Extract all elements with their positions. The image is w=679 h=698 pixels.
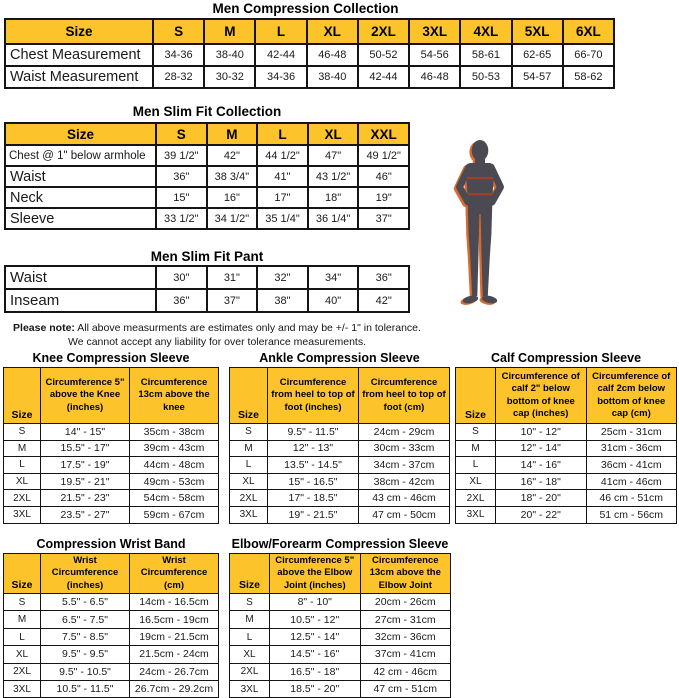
men-slim-fit-table — [4, 122, 410, 230]
header-row — [5, 19, 614, 44]
size-column-header: Size — [230, 368, 268, 424]
cm-cell: 19cm - 21.5cm — [130, 628, 219, 645]
cm-column-header: Circumference of calf 2cm below bottom of knee cap (cm) — [586, 368, 677, 424]
size-column-header: Size — [5, 19, 153, 44]
size-column-header: Size — [5, 123, 156, 145]
table-row — [4, 680, 219, 697]
header-row — [456, 368, 677, 424]
cm-cell: 42 cm - 46cm — [360, 663, 451, 680]
cm-cell: 20cm - 26cm — [360, 594, 451, 611]
table-row — [230, 628, 451, 645]
inches-cell: 17" - 18.5" — [268, 490, 359, 507]
measurement-cell: 62-65 — [512, 44, 563, 66]
size-column-header: Size — [230, 554, 270, 594]
cm-cell: 41cm - 46cm — [586, 473, 677, 490]
inches-cell: 16" - 18" — [496, 473, 587, 490]
measurement-cell: 46-48 — [409, 66, 460, 88]
size-6xl-header: 6XL — [563, 19, 614, 44]
size-cell: M — [230, 440, 268, 457]
inches-cell: 14.5" - 16" — [270, 646, 361, 663]
measurement-cell: 34" — [308, 266, 359, 289]
header-row — [230, 368, 450, 424]
measurement-cell: 50-52 — [358, 44, 409, 66]
inches-cell: 14" - 16" — [496, 457, 587, 474]
knee-sleeve-title: Knee Compression Sleeve — [32, 351, 190, 365]
header-row — [4, 368, 219, 424]
measurement-cell: 46-48 — [307, 44, 358, 66]
sleeve-row — [5, 208, 409, 229]
waist-row — [5, 266, 409, 289]
table-row — [4, 646, 219, 663]
measurement-cell: 31" — [207, 266, 258, 289]
measurement-cell: 34 1/2" — [207, 208, 258, 229]
measurement-cell: 38" — [257, 289, 308, 312]
inches-cell: 19.5" - 21" — [41, 473, 130, 490]
size-cell: 3XL — [4, 506, 41, 523]
measurement-cell: 28-32 — [153, 66, 204, 88]
size-cell: S — [4, 594, 41, 611]
size-cell: M — [456, 440, 496, 457]
cm-cell: 39cm - 43cm — [130, 440, 219, 457]
size-cell: L — [456, 457, 496, 474]
cm-cell: 49cm - 53cm — [130, 473, 219, 490]
table-row — [456, 457, 677, 474]
measurement-cell: 36" — [156, 166, 207, 187]
size-column-header: Size — [4, 554, 41, 594]
cm-cell: 47 cm - 50cm — [359, 506, 450, 523]
row-label: Sleeve — [5, 208, 156, 229]
size-cell: L — [4, 457, 41, 474]
measurement-cell: 36" — [358, 266, 409, 289]
table-row — [230, 457, 450, 474]
table-row — [4, 440, 219, 457]
size-m-header: M — [204, 19, 255, 44]
size-cell: S — [230, 424, 268, 441]
ankle-sleeve-title: Ankle Compression Sleeve — [259, 351, 420, 365]
table-row — [230, 663, 451, 680]
row-label: Waist — [5, 266, 156, 289]
table-row — [4, 490, 219, 507]
inches-cell: 9.5" - 11.5" — [268, 424, 359, 441]
size-cell: 2XL — [230, 490, 268, 507]
size-xxl-header: XXL — [358, 123, 409, 145]
row-label: Waist Measurement — [5, 66, 153, 88]
calf-sleeve-title: Calf Compression Sleeve — [490, 351, 642, 365]
size-cell: XL — [456, 473, 496, 490]
measurement-cell: 66-70 — [563, 44, 614, 66]
header-row — [230, 554, 451, 594]
cm-cell: 25cm - 31cm — [586, 424, 677, 441]
size-cell: 2XL — [4, 490, 41, 507]
table-row — [230, 440, 450, 457]
cm-cell: 24cm - 29cm — [359, 424, 450, 441]
inches-cell: 12.5" - 14" — [270, 628, 361, 645]
size-l-header: L — [255, 19, 306, 44]
measurement-cell: 42" — [207, 145, 258, 166]
neck-row — [5, 187, 409, 208]
men-slim-fit-pant-title: Men Slim Fit Pant — [150, 249, 264, 264]
table-row — [456, 473, 677, 490]
inches-cell: 10.5" - 11.5" — [41, 680, 130, 697]
cm-cell: 21.5cm - 24cm — [130, 646, 219, 663]
table-row — [4, 424, 219, 441]
measurement-cell: 50-53 — [460, 66, 511, 88]
inches-cell: 21.5" - 23" — [41, 490, 130, 507]
size-cell: 3XL — [230, 680, 270, 697]
measurement-cell: 38-40 — [307, 66, 358, 88]
size-cell: L — [230, 457, 268, 474]
row-label: Chest @ 1" below armhole — [5, 145, 156, 166]
inches-cell: 8" - 10" — [270, 594, 361, 611]
cm-cell: 37cm - 41cm — [360, 646, 451, 663]
measurement-cell: 36 1/4" — [308, 208, 359, 229]
measurement-cell: 54-56 — [409, 44, 460, 66]
men-slim-fit-pant-table — [4, 265, 410, 313]
men-compression-table — [4, 18, 615, 89]
header-row — [4, 554, 219, 594]
measurement-cell: 19" — [358, 187, 409, 208]
inches-cell: 6.5" - 7.5" — [41, 611, 130, 628]
size-cell: 3XL — [230, 506, 268, 523]
inches-column-header: Circumference from heel to top of foot (inches) — [268, 368, 359, 424]
note-line-2: We cannot accept any liability for over tolerance measurements. — [67, 336, 367, 349]
table-row — [230, 680, 451, 697]
cm-column-header: Circumference from heel to top of foot (cm) — [359, 368, 450, 424]
size-cell: M — [230, 611, 270, 628]
measurement-cell: 16" — [207, 187, 258, 208]
table-row — [4, 611, 219, 628]
cm-column-header: Wrist Circumference (cm) — [130, 554, 219, 594]
measurement-cell: 30" — [156, 266, 207, 289]
table-row — [4, 628, 219, 645]
inches-column-header: Circumference 5" above the Elbow Joint (inches) — [270, 554, 361, 594]
table-row — [230, 646, 451, 663]
measurement-cell: 42-44 — [358, 66, 409, 88]
table-row — [4, 506, 219, 523]
row-label: Waist — [5, 166, 156, 187]
table-row — [230, 424, 450, 441]
size-cell: M — [4, 611, 41, 628]
table-row — [4, 663, 219, 680]
cm-cell: 27cm - 31cm — [360, 611, 451, 628]
cm-cell: 14cm - 16.5cm — [130, 594, 219, 611]
size-cell: S — [4, 424, 41, 441]
size-cell: 3XL — [456, 506, 496, 523]
measurement-cell: 17" — [257, 187, 308, 208]
row-label: Inseam — [5, 289, 156, 312]
table-row — [230, 594, 451, 611]
inseam-row — [5, 289, 409, 312]
inches-cell: 12" - 14" — [496, 440, 587, 457]
size-cell: XL — [4, 646, 41, 663]
size-cell: XL — [230, 646, 270, 663]
men-slim-fit-title: Men Slim Fit Collection — [132, 104, 282, 119]
size-cell: XL — [4, 473, 41, 490]
inches-cell: 17.5" - 19" — [41, 457, 130, 474]
measurement-cell: 38-40 — [204, 44, 255, 66]
measurement-cell: 42-44 — [255, 44, 306, 66]
table-row — [4, 457, 219, 474]
cm-cell: 43 cm - 46cm — [359, 490, 450, 507]
measurement-cell: 37" — [358, 208, 409, 229]
inches-cell: 9.5" - 9.5" — [41, 646, 130, 663]
elbow-sleeve-table — [229, 553, 451, 698]
measurement-cell: 47" — [308, 145, 359, 166]
measurement-cell: 49 1/2" — [358, 145, 409, 166]
table-row — [456, 424, 677, 441]
size-xl-header: XL — [308, 123, 359, 145]
inches-cell: 15.5" - 17" — [41, 440, 130, 457]
chest-measurement-row — [5, 44, 614, 66]
size-cell: L — [4, 628, 41, 645]
row-label: Chest Measurement — [5, 44, 153, 66]
size-l-header: L — [257, 123, 308, 145]
cm-cell: 51 cm - 56cm — [586, 506, 677, 523]
cm-cell: 26.7cm - 29.2cm — [130, 680, 219, 697]
table-row — [230, 506, 450, 523]
size-cell: M — [4, 440, 41, 457]
calf-sleeve-table — [455, 367, 677, 524]
cm-cell: 54cm - 58cm — [130, 490, 219, 507]
table-row — [4, 594, 219, 611]
inches-cell: 23.5" - 27" — [41, 506, 130, 523]
note-bold-prefix: Please note: — [13, 322, 75, 334]
measurement-cell: 18" — [308, 187, 359, 208]
measurement-cell: 32" — [257, 266, 308, 289]
inches-cell: 15" - 16.5" — [268, 473, 359, 490]
men-compression-title: Men Compression Collection — [212, 1, 399, 16]
measurement-cell: 33 1/2" — [156, 208, 207, 229]
note-text: All above measurments are estimates only and may be +/- 1" in tolerance. — [74, 322, 421, 334]
cm-cell: 47 cm - 51cm — [360, 680, 451, 697]
size-cell: S — [230, 594, 270, 611]
measurement-cell: 36" — [156, 289, 207, 312]
table-row — [230, 473, 450, 490]
size-cell: L — [230, 628, 270, 645]
elbow-sleeve-title: Elbow/Forearm Compression Sleeve — [231, 537, 449, 551]
waist-row — [5, 166, 409, 187]
cm-column-header: Circumference 13cm above the Elbow Joint — [360, 554, 451, 594]
inches-cell: 9.5" - 10.5" — [41, 663, 130, 680]
size-column-header: Size — [4, 368, 41, 424]
inches-cell: 12" - 13" — [268, 440, 359, 457]
size-cell: 2XL — [4, 663, 41, 680]
inches-cell: 16.5" - 18" — [270, 663, 361, 680]
cm-cell: 30cm - 33cm — [359, 440, 450, 457]
measurement-cell: 15" — [156, 187, 207, 208]
measurement-cell: 34-36 — [255, 66, 306, 88]
header-row — [5, 123, 409, 145]
table-row — [4, 473, 219, 490]
inches-cell: 13.5" - 14.5" — [268, 457, 359, 474]
size-2xl-header: 2XL — [358, 19, 409, 44]
inches-cell: 10.5" - 12" — [270, 611, 361, 628]
waist-measurement-row — [5, 66, 614, 88]
inches-column-header: Circumference of calf 2" below bottom of knee cap (inches) — [496, 368, 587, 424]
measurement-cell: 44 1/2" — [257, 145, 308, 166]
inches-cell: 5.5" - 6.5" — [41, 594, 130, 611]
size-4xl-header: 4XL — [460, 19, 511, 44]
inches-cell: 7.5" - 8.5" — [41, 628, 130, 645]
row-label: Neck — [5, 187, 156, 208]
table-row — [230, 611, 451, 628]
knee-sleeve-table — [3, 367, 219, 524]
size-s-header: S — [153, 19, 204, 44]
chest-measurement-line — [467, 177, 494, 179]
size-cell: 2XL — [230, 663, 270, 680]
table-row — [456, 506, 677, 523]
cm-cell: 36cm - 41cm — [586, 457, 677, 474]
measurement-cell: 35 1/4" — [257, 208, 308, 229]
measurement-cell: 43 1/2" — [308, 166, 359, 187]
measurement-cell: 58-61 — [460, 44, 511, 66]
wrist-band-title: Compression Wrist Band — [36, 537, 186, 551]
size-cell: 3XL — [4, 680, 41, 697]
cm-cell: 16.5cm - 19cm — [130, 611, 219, 628]
table-row — [456, 440, 677, 457]
size-m-header: M — [207, 123, 258, 145]
measurement-cell: 39 1/2" — [156, 145, 207, 166]
ankle-sleeve-table — [229, 367, 450, 524]
measurement-cell: 54-57 — [512, 66, 563, 88]
cm-cell: 24cm - 26.7cm — [130, 663, 219, 680]
size-3xl-header: 3XL — [409, 19, 460, 44]
cm-cell: 31cm - 36cm — [586, 440, 677, 457]
size-column-header: Size — [456, 368, 496, 424]
inches-cell: 18" - 20" — [496, 490, 587, 507]
inches-column-header: Wrist Circumference (inches) — [41, 554, 130, 594]
inches-cell: 18.5" - 20" — [270, 680, 361, 697]
cm-cell: 38cm - 42cm — [359, 473, 450, 490]
cm-cell: 44cm - 48cm — [130, 457, 219, 474]
cm-cell: 34cm - 37cm — [359, 457, 450, 474]
measurement-cell: 30-32 — [204, 66, 255, 88]
measurement-cell: 41" — [257, 166, 308, 187]
table-row — [230, 490, 450, 507]
size-s-header: S — [156, 123, 207, 145]
wrist-band-table — [3, 553, 219, 698]
size-xl-header: XL — [307, 19, 358, 44]
cm-column-header: Circumference 13cm above the knee — [130, 368, 219, 424]
measurement-cell: 42" — [358, 289, 409, 312]
waist-measurement-line — [468, 193, 493, 195]
cm-cell: 32cm - 36cm — [360, 628, 451, 645]
measurement-cell: 58-62 — [563, 66, 614, 88]
measurement-cell: 40" — [308, 289, 359, 312]
tolerance-note — [0, 321, 434, 349]
inches-cell: 10" - 12" — [496, 424, 587, 441]
male-figure-illustration — [448, 139, 512, 307]
chest-row — [5, 145, 409, 166]
inches-column-header: Circumference 5" above the Knee (inches) — [41, 368, 130, 424]
table-row — [456, 490, 677, 507]
cm-cell: 35cm - 38cm — [130, 424, 219, 441]
size-cell: 2XL — [456, 490, 496, 507]
size-5xl-header: 5XL — [512, 19, 563, 44]
measurement-cell: 34-36 — [153, 44, 204, 66]
inches-cell: 20" - 22" — [496, 506, 587, 523]
size-cell: S — [456, 424, 496, 441]
inches-cell: 14" - 15" — [41, 424, 130, 441]
measurement-cell: 46" — [358, 166, 409, 187]
size-cell: XL — [230, 473, 268, 490]
inches-cell: 19" - 21.5" — [268, 506, 359, 523]
cm-cell: 59cm - 67cm — [130, 506, 219, 523]
note-line-1 — [0, 321, 434, 335]
measurement-cell: 37" — [207, 289, 258, 312]
cm-cell: 46 cm - 51cm — [586, 490, 677, 507]
measurement-cell: 38 3/4" — [207, 166, 258, 187]
